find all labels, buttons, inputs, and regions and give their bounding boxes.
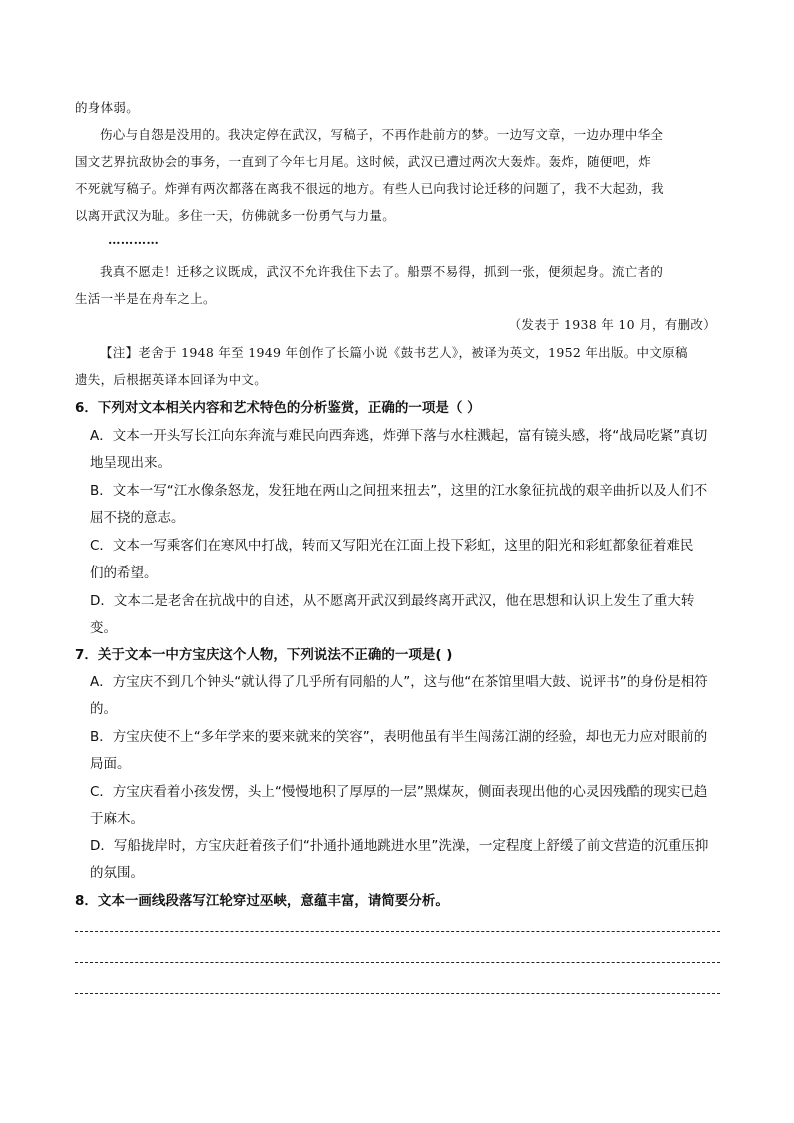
- passage-line: 不死就写稿子。炸弹有两次都落在离我不很远的地方。有些人已向我讨论迁移的问题了，我不大起劲，我: [75, 181, 664, 196]
- q7-option-b: B．方宝庆使不上“多年学来的要来就来的笑容”，表明他虽有半生闯荡江湖的经验，却也无力应对眼前的: [90, 729, 708, 745]
- q6-option-a: A．文本一开头写长江向东奔流与难民向西奔逃，炸弹下落与水柱溅起，富有镜头感，将“战局吃紧”真切: [90, 428, 708, 444]
- q7-option-a-cont: 的。: [90, 701, 117, 717]
- answer-line[interactable]: [75, 931, 720, 932]
- q6-option-d-cont: 变。: [90, 620, 117, 636]
- answer-line[interactable]: [75, 993, 720, 994]
- answer-line[interactable]: [75, 962, 720, 963]
- passage-line: 国文艺界抗敌协会的事务，一直到了今年七月尾。这时候，武汉已遭过两次大轰炸。轰炸，随便吧，炸: [75, 154, 652, 169]
- q7-option-c: C．方宝庆看着小孩发愣，头上“慢慢地积了厚厚的一层”黑煤灰，侧面表现出他的心灵因残酷的现实已趋: [90, 784, 708, 800]
- passage-line: 的身体弱。: [75, 100, 140, 115]
- q6-option-a-cont: 地呈现出来。: [90, 455, 171, 471]
- q7-option-d-cont: 的氛围。: [90, 865, 144, 881]
- passage-line: 伤心与自怨是没用的。我决定停在武汉，写稿子，不再作赴前方的梦。一边写文章，一边办理中华全: [100, 127, 664, 142]
- q7-option-d: D．写船拢岸时，方宝庆赶着孩子们“扑通扑通地跳进水里”洗澡，一定程度上舒缓了前文营造的沉重压抑: [90, 838, 709, 854]
- question-8-stem: 8．文本一画线段落写江轮穿过巫峡，意蕴丰富，请简要分析。: [75, 893, 449, 909]
- source-note: （发表于 1938 年 10 月，有删改）: [508, 317, 716, 332]
- q6-option-c: C．文本一写乘客们在寒风中打战，转而又写阳光在江面上投下彩虹，这里的阳光和彩虹都象征着难民: [90, 538, 694, 554]
- q6-option-b: B．文本一写“江水像条怒龙，发狂地在两山之间扭来扭去”，这里的江水象征抗战的艰辛曲折以及人们不: [90, 483, 708, 499]
- q7-option-a: A．方宝庆不到几个钟头“就认得了几乎所有同船的人”，这与他“在茶馆里唱大鼓、说评书”的身份是相符: [90, 674, 708, 690]
- q7-option-c-cont: 于麻木。: [90, 811, 144, 827]
- q6-option-d: D．文本二是老舍在抗战中的自述，从不愿离开武汉到最终离开武汉，他在思想和认识上发生了重大转: [90, 593, 695, 609]
- annotation-line: 遗失，后根据英译本回译为中文。: [75, 372, 268, 387]
- annotation-line: 【注】老舍于 1948 年至 1949 年创作了长篇小说《鼓书艺人》，被译为英文，1952 年出版。中文原稿: [100, 345, 688, 360]
- q6-option-b-cont: 屈不挠的意志。: [90, 510, 185, 526]
- passage-line: 我真不愿走！迁移之议既成，武汉不允许我住下去了。船票不易得，抓到一张，便须起身。流亡者的: [100, 264, 664, 279]
- passage-line: 生活一半是在舟车之上。: [75, 291, 216, 306]
- q6-option-c-cont: 们的希望。: [90, 565, 158, 581]
- q7-option-b-cont: 局面。: [90, 756, 131, 772]
- passage-line: 以离开武汉为耻。多住一天，仿佛就多一份勇气与力量。: [75, 208, 396, 223]
- question-7-stem: 7．关于文本一中方宝庆这个人物，下列说法不正确的一项是( ): [75, 647, 453, 663]
- ellipsis: …………: [108, 232, 160, 247]
- question-6-stem: 6．下列对文本相关内容和艺术特色的分析鉴赏，正确的一项是（ ）: [75, 400, 481, 416]
